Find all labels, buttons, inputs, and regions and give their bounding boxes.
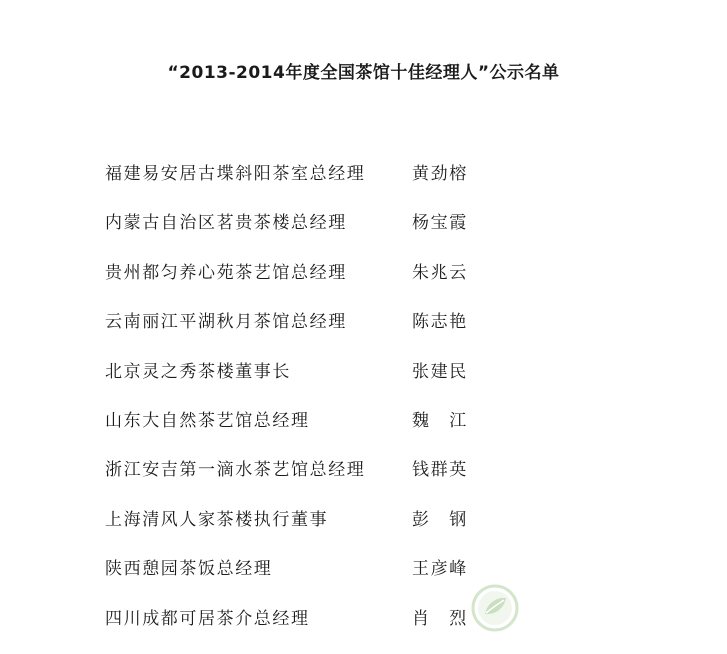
organization-title: 云南丽江平湖秋月茶馆总经理 (105, 312, 347, 333)
person-name: 王彦峰 (412, 559, 468, 580)
list-item (0, 353, 727, 402)
organization-title: 福建易安居古堞斜阳茶室总经理 (105, 164, 366, 184)
list-item (0, 550, 727, 599)
list-item (0, 600, 727, 649)
person-name: 杨宝霞 (412, 213, 468, 234)
organization-title: 山东大自然茶艺馆总经理 (105, 410, 310, 431)
organization-title: 陕西憩园茶饭总经理 (105, 559, 273, 580)
list-item (0, 303, 727, 352)
organization-title: 北京灵之秀茶楼董事长 (105, 361, 291, 382)
organization-title: 浙江安吉第一滴水茶艺馆总经理 (105, 460, 366, 481)
person-name: 钱群英 (412, 460, 468, 481)
person-name: 魏 江 (412, 410, 468, 431)
list-item (0, 451, 727, 500)
person-name: 肖 烈 (412, 608, 468, 629)
list-item (0, 254, 727, 303)
nominee-list (0, 155, 727, 649)
list-item (0, 501, 727, 550)
person-name: 陈志艳 (412, 312, 468, 333)
organization-title: 上海清风人家茶楼执行董事 (105, 509, 329, 530)
list-item (0, 402, 727, 451)
list-item (0, 204, 727, 253)
tea-leaf-logo-icon (470, 583, 520, 633)
organization-title: 四川成都可居茶介总经理 (105, 608, 310, 629)
person-name: 朱兆云 (412, 262, 468, 283)
person-name: 张建民 (412, 361, 468, 382)
list-item (0, 155, 727, 204)
page-title: “2013-2014年度全国茶馆十佳经理人”公示名单 (167, 63, 560, 83)
person-name: 黄劲榕 (412, 164, 468, 184)
organization-title: 贵州都匀养心苑茶艺馆总经理 (105, 262, 347, 283)
person-name: 彭 钢 (412, 509, 468, 530)
organization-title: 内蒙古自治区茗贵茶楼总经理 (105, 213, 347, 234)
